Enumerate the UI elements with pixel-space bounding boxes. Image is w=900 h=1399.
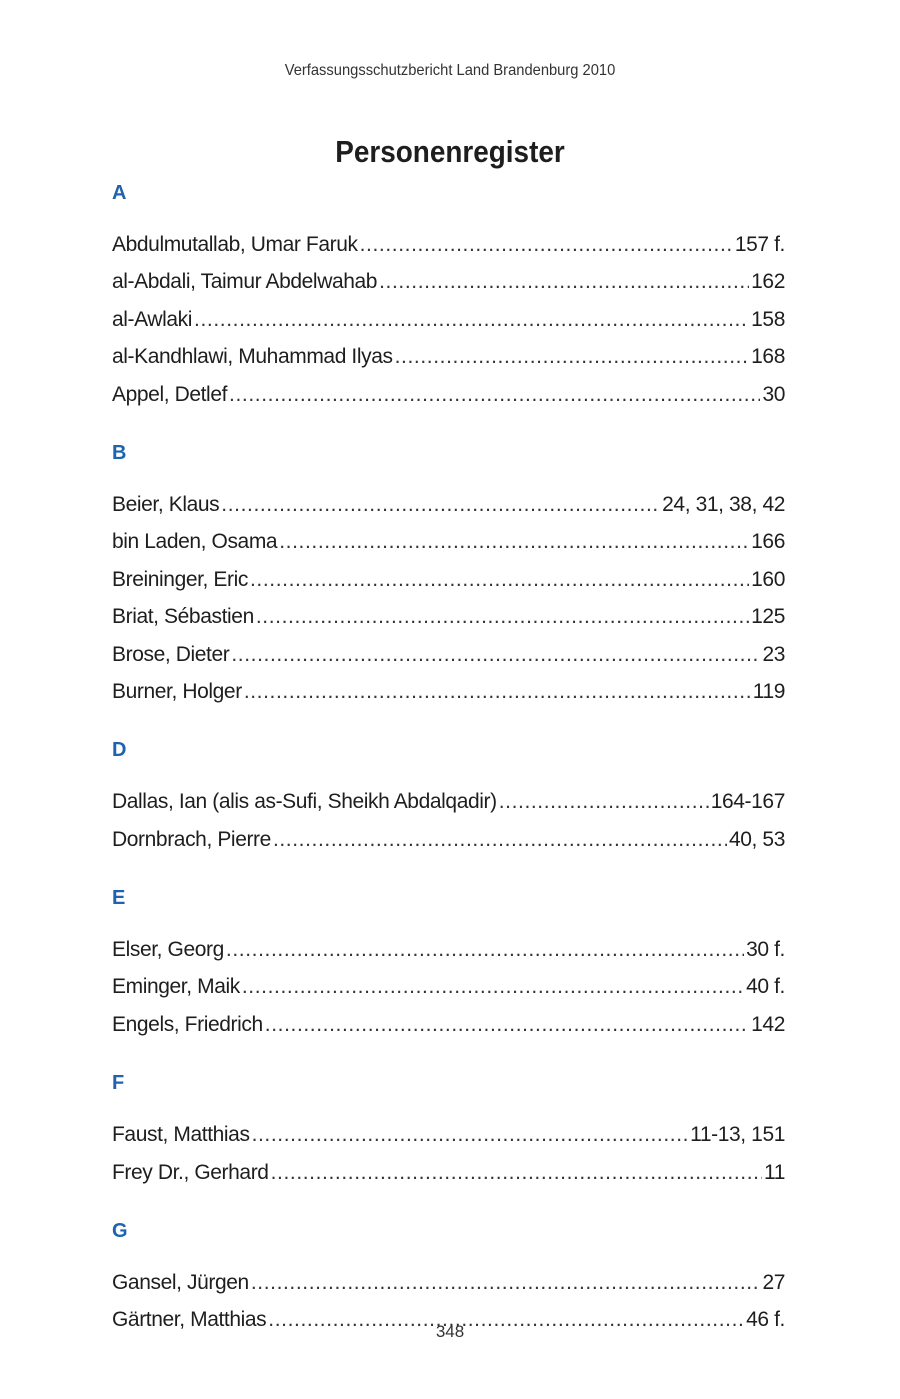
register-entry xyxy=(112,486,785,523)
dot-leader xyxy=(251,1264,761,1301)
entry-pages: 125 xyxy=(751,605,785,629)
register-entry xyxy=(112,263,785,300)
entry-name: Gansel, Jürgen xyxy=(112,1271,249,1295)
register-entry xyxy=(112,376,785,413)
section-f xyxy=(112,1070,785,1191)
entry-name: Appel, Detlef xyxy=(112,382,228,406)
dot-leader xyxy=(265,1006,749,1043)
entry-pages: 27 xyxy=(762,1271,785,1295)
page-number: 348 xyxy=(435,1322,465,1341)
section-g xyxy=(112,1218,785,1339)
section-e xyxy=(112,885,785,1043)
entry-name: Faust, Matthias xyxy=(112,1123,250,1147)
entry-name: Elser, Georg xyxy=(112,938,224,962)
entry-pages: 24, 31, 38, 42 xyxy=(662,492,785,516)
register-entry xyxy=(112,338,785,375)
dot-leader xyxy=(221,486,660,523)
entry-name: Dallas, Ian (alis as-Sufi, Sheikh Abdalqadir) xyxy=(112,790,497,814)
entry-name: al-Awlaki xyxy=(112,307,193,331)
register-entry xyxy=(112,1006,785,1043)
register-entry xyxy=(112,1264,785,1301)
entry-name: Gärtner, Matthias xyxy=(112,1308,267,1332)
entry-name: Briat, Sébastien xyxy=(112,605,254,629)
section-letter: F xyxy=(112,1072,125,1095)
person-register xyxy=(112,180,785,1339)
section-spacer xyxy=(112,413,785,440)
entry-name: Abdulmutallab, Umar Faruk xyxy=(112,233,358,256)
dot-leader xyxy=(360,226,733,263)
entry-name: Dornbrach, Pierre xyxy=(112,827,271,851)
register-entry xyxy=(112,301,785,338)
dot-leader xyxy=(194,301,749,338)
section-letter: D xyxy=(112,739,127,762)
entry-name: Frey Dr., Gerhard xyxy=(112,1160,269,1184)
dot-leader xyxy=(252,1116,689,1153)
register-entry xyxy=(112,523,785,560)
dot-leader xyxy=(256,598,749,635)
register-entry xyxy=(112,561,785,598)
entry-name: Engels, Friedrich xyxy=(112,1012,263,1036)
entry-pages: 30 xyxy=(762,382,785,406)
dot-leader xyxy=(279,523,749,560)
register-entry xyxy=(112,1154,785,1191)
register-entry xyxy=(112,968,785,1005)
section-a xyxy=(112,180,785,413)
entry-pages: 40 f. xyxy=(746,975,785,999)
dot-leader xyxy=(244,673,751,710)
dot-leader xyxy=(395,338,750,375)
entry-pages: 158 xyxy=(751,307,785,331)
entry-pages: 168 xyxy=(751,345,785,369)
section-spacer xyxy=(112,710,785,737)
dot-leader xyxy=(226,931,744,968)
register-entry xyxy=(112,598,785,635)
entry-pages: 157 f. xyxy=(734,233,785,256)
entry-pages: 23 xyxy=(762,642,785,666)
section-d xyxy=(112,737,785,858)
section-b xyxy=(112,440,785,710)
dot-leader xyxy=(379,263,749,300)
dot-leader xyxy=(271,1154,762,1191)
entry-pages: 162 xyxy=(751,270,785,294)
dot-leader xyxy=(499,783,709,820)
entry-name: bin Laden, Osama xyxy=(112,530,278,554)
entry-pages: 40, 53 xyxy=(729,827,785,851)
section-letter: E xyxy=(112,887,126,910)
entry-name: al-Abdali, Taimur Abdelwahab xyxy=(112,270,378,294)
entry-pages: 46 f. xyxy=(746,1308,785,1332)
entry-pages: 160 xyxy=(751,567,785,591)
entry-name: al-Kandhlawi, Muhammad Ilyas xyxy=(112,345,393,369)
register-entry xyxy=(112,821,785,858)
page-title: Personenregister xyxy=(335,133,565,169)
entry-pages: 11-13, 151 xyxy=(690,1123,785,1147)
register-entry xyxy=(112,226,785,263)
dot-leader xyxy=(273,821,727,858)
entry-name: Eminger, Maik xyxy=(112,975,240,999)
section-spacer xyxy=(112,858,785,885)
section-letter: B xyxy=(112,441,127,464)
entry-name: Beier, Klaus xyxy=(112,492,220,516)
entry-name: Breininger, Eric xyxy=(112,567,248,591)
register-entry xyxy=(112,931,785,968)
entry-name: Brose, Dieter xyxy=(112,642,230,666)
entry-pages: 11 xyxy=(764,1160,785,1184)
register-entry xyxy=(112,783,785,820)
entry-pages: 30 f. xyxy=(746,938,785,962)
section-letter: A xyxy=(112,182,127,204)
register-entry xyxy=(112,673,785,710)
entry-pages: 166 xyxy=(751,530,785,554)
dot-leader xyxy=(231,636,760,673)
section-spacer xyxy=(112,1191,785,1218)
dot-leader xyxy=(250,561,749,598)
entry-name: Burner, Holger xyxy=(112,679,242,703)
entry-pages: 119 xyxy=(752,679,785,703)
entry-pages: 142 xyxy=(751,1012,785,1036)
dot-leader xyxy=(229,376,760,413)
section-letter: G xyxy=(112,1220,128,1243)
dot-leader xyxy=(242,968,744,1005)
register-entry xyxy=(112,636,785,673)
entry-pages: 164-167 xyxy=(710,790,785,814)
register-entry xyxy=(112,1116,785,1153)
running-header: Verfassungsschutzbericht Land Brandenburg 2010 xyxy=(284,62,616,79)
section-spacer xyxy=(112,1043,785,1070)
